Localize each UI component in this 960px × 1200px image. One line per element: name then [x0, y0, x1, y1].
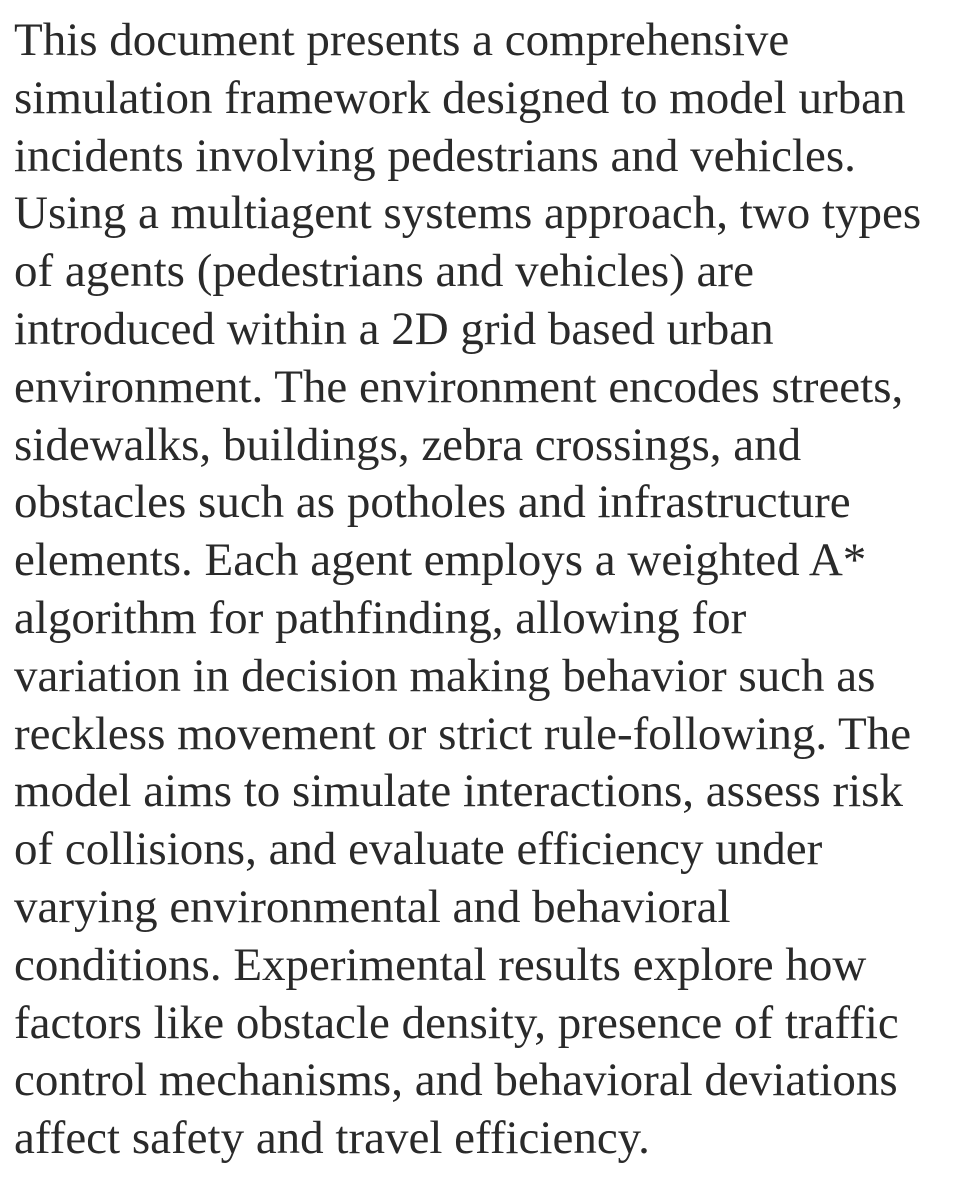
text-line: elements. Each agent employs a weighted A*	[14, 534, 867, 587]
text-line: This document presents a comprehensive	[14, 14, 790, 66]
text-line: environment. The environment encodes streets,	[14, 360, 904, 413]
text-line: affect safety and travel efficiency.	[14, 1112, 650, 1165]
text-line: factors like obstacle density, presence of traffic	[14, 996, 899, 1049]
text-line: of agents (pedestrians and vehicles) are	[14, 245, 754, 298]
text-line: incidents involving pedestrians and vehicles.	[14, 129, 856, 182]
text-line: conditions. Experimental results explore how	[14, 938, 867, 991]
text-line: model aims to simulate interactions, assess risk	[14, 765, 903, 818]
text-line: reckless movement or strict rule-following. The	[14, 707, 912, 760]
abstract-paragraph	[14, 12, 946, 1168]
text-line: control mechanisms, and behavioral deviations	[14, 1054, 898, 1107]
text-line: of collisions, and evaluate efficiency under	[14, 823, 823, 876]
text-line: algorithm for pathfinding, allowing for	[14, 591, 747, 644]
text-line: variation in decision making behavior such as	[14, 649, 876, 702]
text-line: simulation framework designed to model urban	[14, 71, 906, 124]
text-line: Using a multiagent systems approach, two types	[14, 187, 922, 240]
text-line: obstacles such as potholes and infrastructure	[14, 476, 851, 529]
text-line: varying environmental and behavioral	[14, 880, 731, 933]
text-line: introduced within a 2D grid based urban	[14, 302, 774, 355]
text-line: sidewalks, buildings, zebra crossings, and	[14, 418, 802, 471]
